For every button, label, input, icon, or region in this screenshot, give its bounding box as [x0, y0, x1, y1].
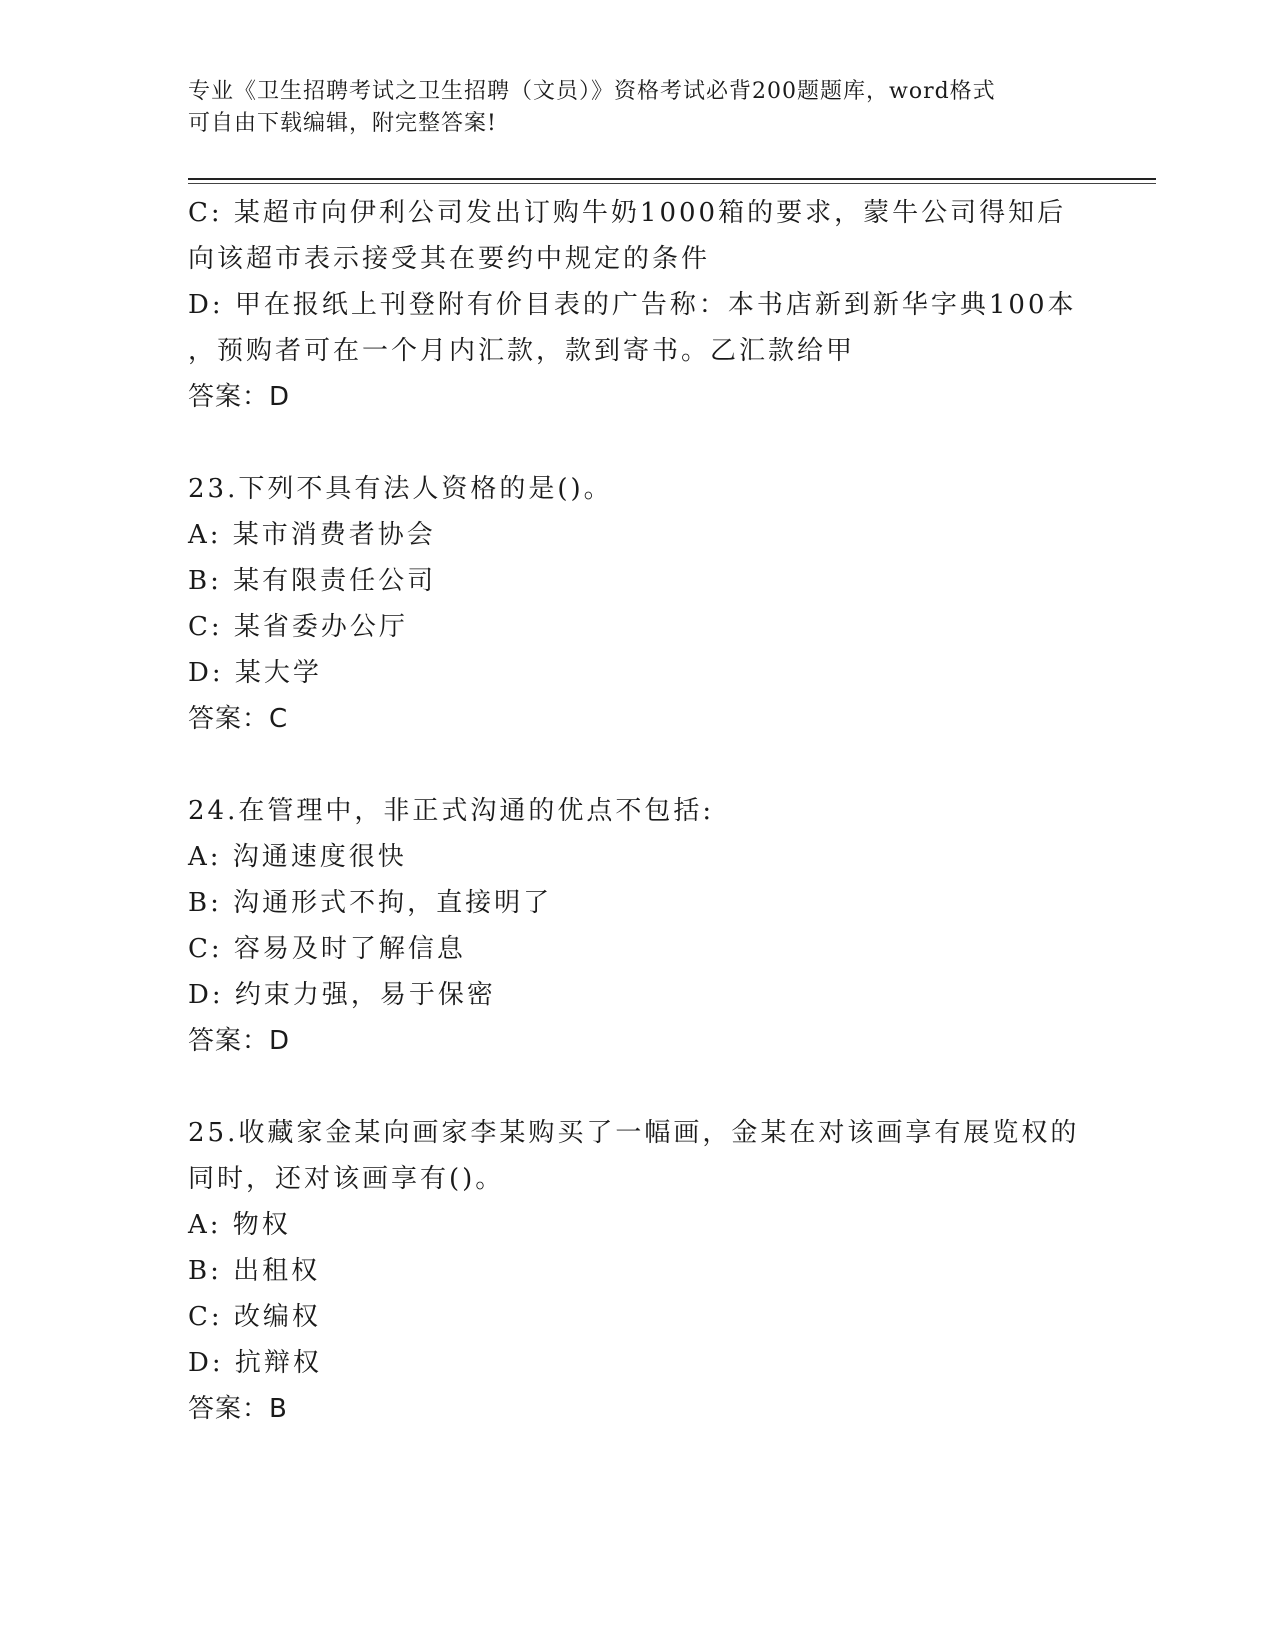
spacer	[188, 1064, 1088, 1110]
option-c: C: 改编权	[188, 1302, 321, 1332]
option-a: A: 沟通速度很快	[188, 842, 407, 872]
question-block-prev	[188, 190, 1088, 420]
option-a: A: 物权	[188, 1210, 291, 1240]
question-block-24	[188, 788, 1088, 1064]
question-list	[188, 190, 1088, 1432]
answer-line: 答案：D	[188, 382, 291, 412]
option-b: B: 出租权	[188, 1256, 321, 1286]
option-d: D: 某大学	[188, 658, 322, 688]
document-header	[188, 76, 1088, 140]
option-c: C: 某省委办公厅	[188, 612, 408, 642]
answer-line: 答案：B	[188, 1394, 288, 1424]
question-block-25	[188, 1110, 1088, 1432]
question-text: 24.在管理中，非正式沟通的优点不包括:	[188, 796, 715, 826]
answer-line: 答案：C	[188, 704, 289, 734]
option-c-continued: 向该超市表示接受其在要约中规定的条件	[188, 244, 711, 274]
header-title-line-2: 可自由下载编辑，附完整答案!	[188, 111, 497, 136]
option-d: D: 甲在报纸上刊登附有价目表的广告称：本书店新到新华字典100本	[188, 290, 1077, 320]
option-b: B: 某有限责任公司	[188, 566, 437, 596]
option-b: B: 沟通形式不拘，直接明了	[188, 888, 553, 918]
question-block-23	[188, 466, 1088, 742]
header-title-line-1: 专业《卫生招聘考试之卫生招聘（文员）》资格考试必背200题题库，word格式	[188, 79, 996, 104]
header-divider-thin	[188, 183, 1156, 184]
spacer	[188, 420, 1088, 466]
option-d: D: 抗辩权	[188, 1348, 322, 1378]
question-text-continued: 同时，还对该画享有()。	[188, 1164, 505, 1194]
option-d: D: 约束力强，易于保密	[188, 980, 496, 1010]
option-c: C: 某超市向伊利公司发出订购牛奶1000箱的要求，蒙牛公司得知后	[188, 198, 1067, 228]
question-text: 25.收藏家金某向画家李某购买了一幅画，金某在对该画享有展览权的	[188, 1118, 1080, 1148]
answer-line: 答案：D	[188, 1026, 291, 1056]
header-divider-thick	[188, 178, 1156, 180]
option-d-continued: ，预购者可在一个月内汇款，款到寄书。乙汇款给甲	[188, 336, 856, 366]
question-text: 23.下列不具有法人资格的是()。	[188, 474, 613, 504]
spacer	[188, 742, 1088, 788]
option-c: C: 容易及时了解信息	[188, 934, 466, 964]
option-a: A: 某市消费者协会	[188, 520, 436, 550]
